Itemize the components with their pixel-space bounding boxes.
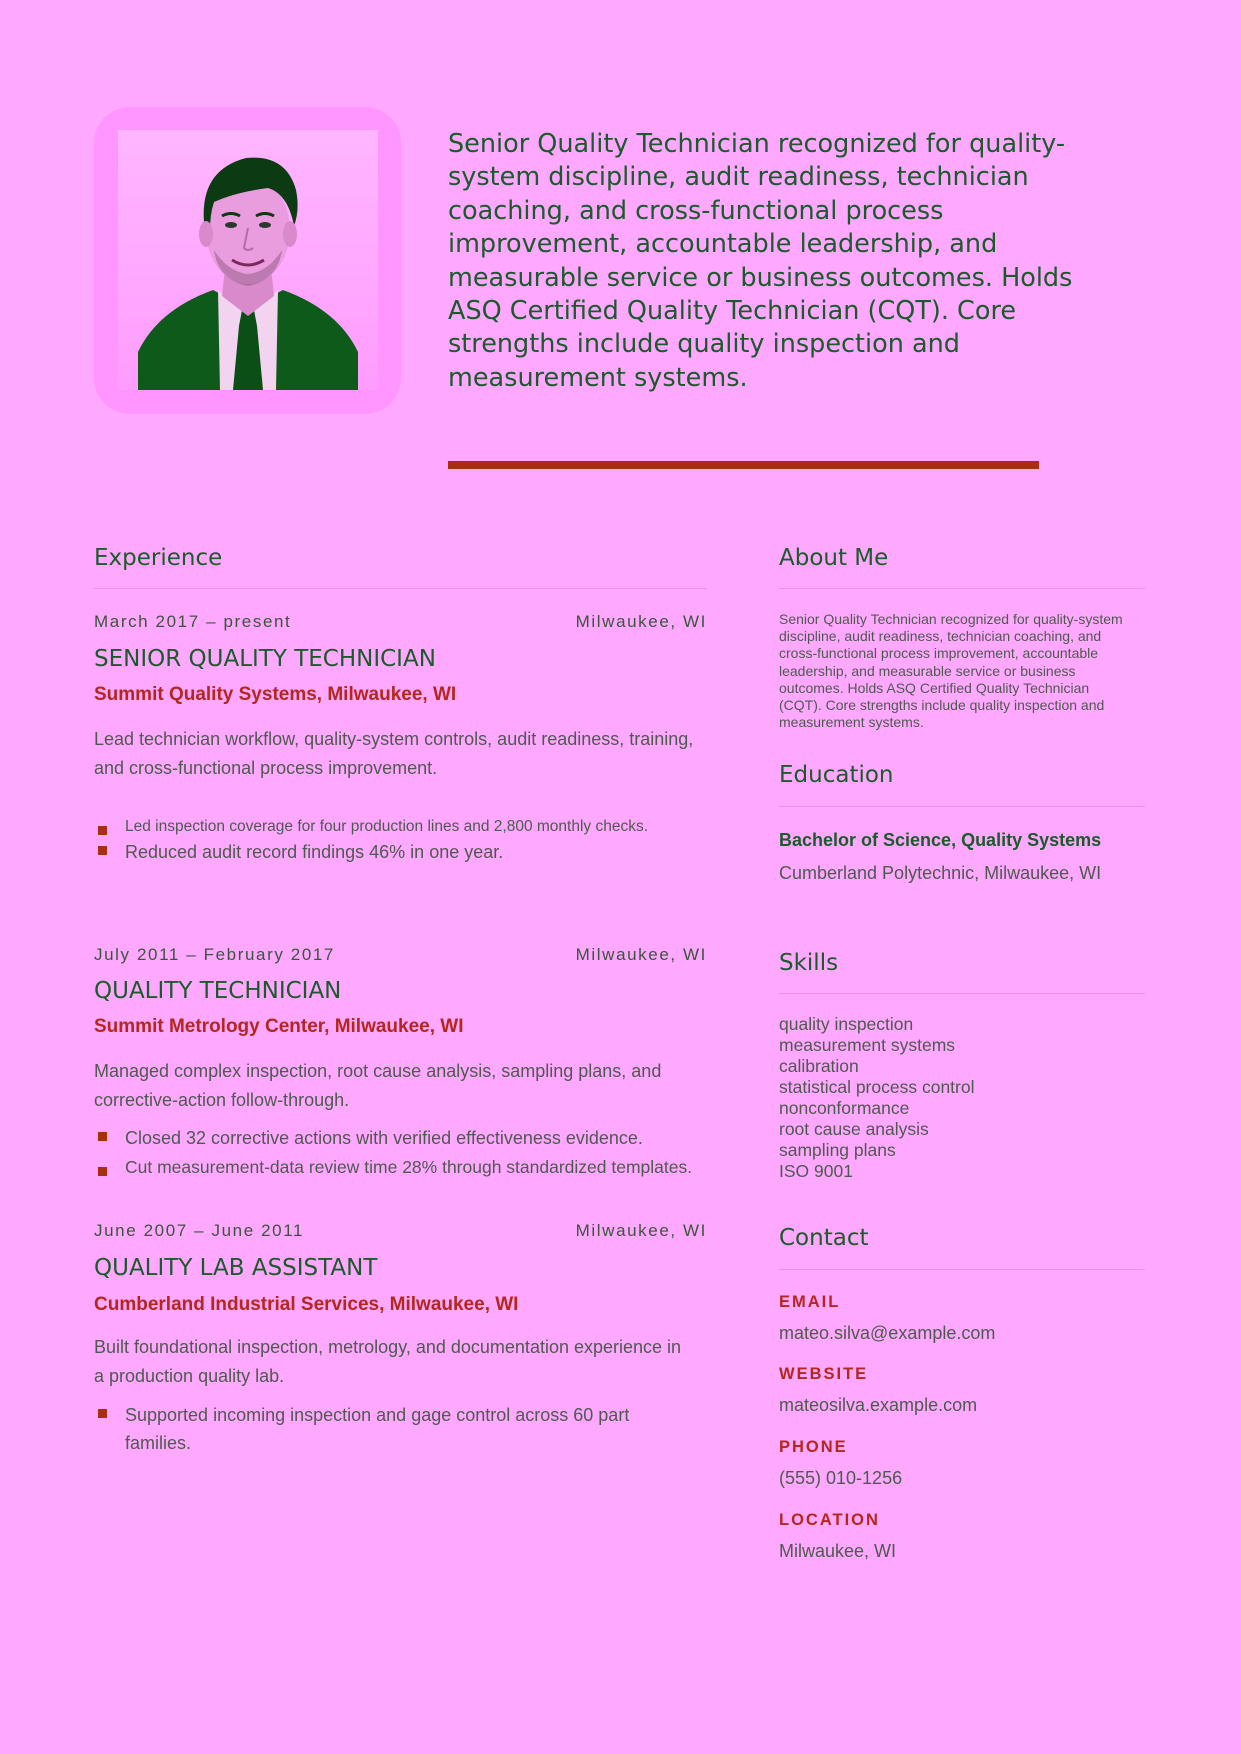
job-location: Milwaukee, WI	[575, 612, 707, 631]
accent-divider	[448, 461, 1039, 469]
list-item	[94, 1157, 700, 1177]
job-title: QUALITY LAB ASSISTANT	[94, 1255, 378, 1281]
bullet-text: Closed 32 corrective actions with verified effectiveness evidence.	[125, 1128, 643, 1148]
about-divider	[779, 588, 1145, 589]
bullet-square-icon	[98, 826, 107, 835]
skills-list	[779, 1014, 1139, 1182]
headline-summary: Senior Quality Technician recognized for quality-system discipline, audit readiness, technician coaching, and cross-functional process improvement, accountable leadership, and measurable service or business outcomes. Holds ASQ Certified Quality Technician (CQT). Core strengths include quality inspection and measurement systems.	[448, 129, 1073, 393]
skill-item: quality inspection	[779, 1014, 914, 1034]
skill-item: root cause analysis	[779, 1119, 929, 1139]
list-item	[94, 840, 700, 864]
job-bullets	[94, 1126, 700, 1198]
experience-heading: Experience	[94, 545, 223, 571]
profile-photo	[118, 130, 378, 390]
job-description: Managed complex inspection, root cause analysis, sampling plans, and corrective-action follow-through.	[94, 1061, 662, 1110]
email-label: EMAIL	[779, 1293, 841, 1311]
skill-item: nonconformance	[779, 1098, 910, 1118]
portrait-image	[118, 130, 378, 390]
contact-heading: Contact	[779, 1225, 869, 1251]
location-value: Milwaukee, WI	[779, 1541, 897, 1561]
bullet-text: Led inspection coverage for four production lines and 2,800 monthly checks.	[125, 818, 649, 835]
phone-link[interactable]: (555) 010-1256	[779, 1468, 903, 1488]
job-dates: June 2007 – June 2011	[94, 1221, 305, 1240]
bullet-text: Reduced audit record findings 46% in one year.	[125, 842, 504, 862]
job-bullets	[94, 1401, 700, 1457]
list-item	[94, 818, 700, 836]
job-description: Lead technician workflow, quality-system controls, audit readiness, training, and cross-functional process improvement.	[94, 729, 694, 778]
education-heading: Education	[779, 762, 894, 788]
email-link[interactable]: mateo.silva@example.com	[779, 1323, 996, 1343]
about-heading: About Me	[779, 545, 889, 571]
experience-divider	[94, 588, 707, 589]
contact-divider	[779, 1269, 1145, 1270]
website-link[interactable]: mateosilva.example.com	[779, 1395, 978, 1415]
job-company: Cumberland Industrial Services, Milwaukee, WI	[94, 1294, 519, 1315]
job-dates: March 2017 – present	[94, 612, 292, 631]
skills-heading: Skills	[779, 950, 839, 976]
website-label: WEBSITE	[779, 1365, 869, 1383]
profile-photo-frame	[94, 107, 401, 414]
education-school: Cumberland Polytechnic, Milwaukee, WI	[779, 863, 1102, 883]
bullet-square-icon	[98, 1132, 107, 1141]
skill-item: ISO 9001	[779, 1161, 853, 1181]
about-text: Senior Quality Technician recognized for quality-system discipline, audit readiness, technician coaching, and cross-functional process improvement, accountable leadership, and measurable service or business outcomes. Holds ASQ Certified Quality Technician (CQT). Core strengths include quality inspection and measurement systems.	[779, 611, 1123, 731]
location-label: LOCATION	[779, 1511, 880, 1529]
skill-item: sampling plans	[779, 1140, 896, 1160]
job-title: QUALITY TECHNICIAN	[94, 978, 342, 1004]
skill-item: measurement systems	[779, 1035, 956, 1055]
list-item	[94, 1126, 700, 1150]
bullet-text: Cut measurement-data review time 28% through standardized templates.	[125, 1157, 693, 1177]
skill-item: statistical process control	[779, 1077, 975, 1097]
job-company: Summit Quality Systems, Milwaukee, WI	[94, 684, 457, 705]
bullet-text: Supported incoming inspection and gage control across 60 part families.	[125, 1405, 630, 1453]
bullet-square-icon	[98, 1167, 107, 1176]
phone-label: PHONE	[779, 1438, 848, 1456]
job-title: SENIOR QUALITY TECHNICIAN	[94, 646, 436, 672]
skills-divider	[779, 993, 1145, 994]
job-company: Summit Metrology Center, Milwaukee, WI	[94, 1016, 464, 1037]
bullet-square-icon	[98, 1409, 107, 1418]
bullet-square-icon	[98, 846, 107, 855]
skill-item: calibration	[779, 1056, 859, 1076]
list-item	[94, 1401, 700, 1457]
job-location: Milwaukee, WI	[575, 945, 707, 964]
job-bullets	[94, 818, 700, 864]
education-divider	[779, 806, 1145, 807]
education-degree: Bachelor of Science, Quality Systems	[779, 830, 1102, 850]
job-dates: July 2011 – February 2017	[94, 945, 335, 964]
job-location: Milwaukee, WI	[575, 1221, 707, 1240]
job-description: Built foundational inspection, metrology, and documentation experience in a production quality lab.	[94, 1337, 682, 1386]
